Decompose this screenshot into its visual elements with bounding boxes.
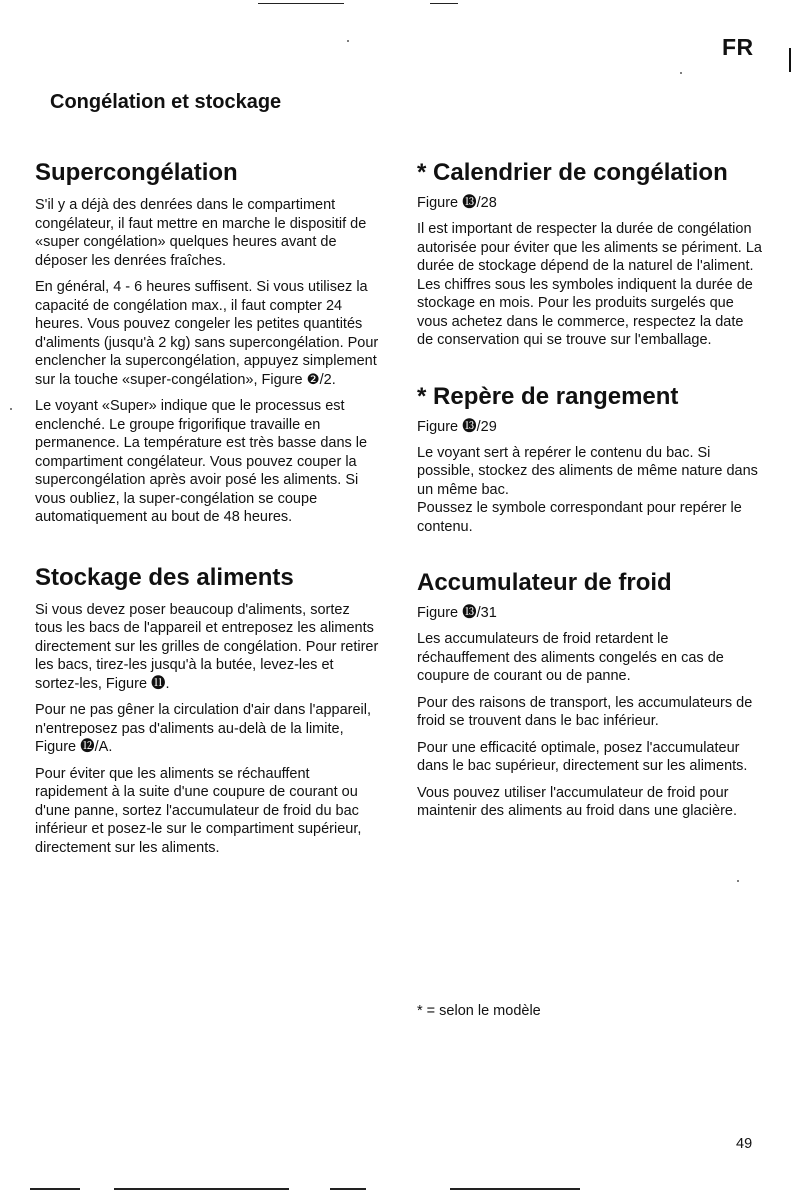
paragraph: S'il y a déjà des denrées dans le compartiment congélateur, il faut mettre en marche le dispositif de «super congélation» quelques heures avant de déposer les denrées fraîches. xyxy=(35,197,367,269)
paragraph: Poussez le symbole correspondant pour repérer le contenu. xyxy=(417,500,742,535)
paragraph: Il est important de respecter la durée de congélation autorisée pour éviter que les aliments se périment. La durée de stockage dépend de la naturel de l'aliment. Les chiffres sous les symboles indiquent la durée de stockage en mois. Pour les produits surgelés que vous achetez dans le commerce, respectez la date de conservation qui se trouve sur l'emballage. xyxy=(417,221,762,348)
scan-speck xyxy=(680,72,682,74)
paragraph: Pour éviter que les aliments se réchauffent rapidement à la suite d'une coupure de courant ou d'une panne, sortez l'accumulateur de froid du bac inférieur et posez-le sur le compartiment supérieur, directement sur les aliments. xyxy=(35,765,362,856)
figure-reference: Figure ⓭/29 xyxy=(417,418,497,435)
section-title: Congélation et stockage xyxy=(50,91,282,113)
right-column xyxy=(417,158,762,829)
paragraph: Pour des raisons de transport, les accumulateurs de froid se trouvent dans le bac inférieur. xyxy=(417,694,753,729)
footnote: * = selon le modèle xyxy=(417,1003,541,1019)
heading-stockage: Stockage des aliments xyxy=(35,563,294,591)
top-rule xyxy=(258,3,344,4)
bottom-rule xyxy=(450,1188,580,1190)
bottom-rule xyxy=(114,1188,289,1190)
bottom-rule xyxy=(330,1188,366,1190)
bottom-rule xyxy=(30,1188,80,1190)
paragraph: Pour ne pas gêner la circulation d'air dans l'appareil, n'entreposez pas d'aliments au-delà de la limite, Figure ⓬/A. xyxy=(35,702,372,755)
language-code: FR xyxy=(722,34,754,60)
heading-calendrier: * Calendrier de congélation xyxy=(417,159,728,186)
language-bar xyxy=(789,48,791,72)
paragraph: Pour une efficacité optimale, posez l'accumulateur dans le bac supérieur, directement sur les aliments. xyxy=(417,739,748,774)
figure-reference: Figure ⓭/28 xyxy=(417,195,497,211)
figure-reference: Figure ⓭/31 xyxy=(417,605,497,621)
heading-repere: * Repère de rangement xyxy=(417,382,679,410)
paragraph: Si vous devez poser beaucoup d'aliments, sortez tous les bacs de l'appareil et entreposez les aliments directement sur les grilles de congélation. Pour retirer les bacs, tirez-les jusqu'à la butée, levez-les et sortez-les, Figure ⓫. xyxy=(35,601,379,692)
heading-supercongelation: Supercongélation xyxy=(35,159,238,186)
top-rule xyxy=(430,3,458,4)
paragraph: En général, 4 - 6 heures suffisent. Si vous utilisez la capacité de congélation max., il faut compter 24 heures. Vous pouvez congeler les petites quantités d'aliments (jusqu'à 2 kg) sans supercongélation. Pour enclencher la supercongélation, appuyez simplement sur la touche «super-congélation», Figure ❷/2. xyxy=(35,279,379,388)
scan-speck xyxy=(347,40,349,42)
paragraph: Le voyant sert à repérer le contenu du bac. Si possible, stockez des aliments de même nature dans un même bac. xyxy=(417,444,758,498)
paragraph: Les accumulateurs de froid retardent le réchauffement des aliments congelés en cas de coupure de courant ou de panne. xyxy=(417,631,724,684)
scan-speck xyxy=(737,880,739,882)
paragraph: Vous pouvez utiliser l'accumulateur de froid pour maintenir des aliments au froid dans une glacière. xyxy=(417,784,737,819)
heading-accumulateur: Accumulateur de froid xyxy=(417,569,672,596)
page-number: 49 xyxy=(736,1136,753,1152)
scan-speck xyxy=(10,408,12,410)
left-column xyxy=(35,158,380,865)
paragraph: Le voyant «Super» indique que le processus est enclenché. Le groupe frigorifique travaille en permanence. La température est très basse dans le compartiment congélateur. Vous pouvez couper la supercongélation après avoir posé les aliments. Si vous oubliez, la super-congélation se coupe automatiquement au bout de 48 heures. xyxy=(35,398,368,525)
